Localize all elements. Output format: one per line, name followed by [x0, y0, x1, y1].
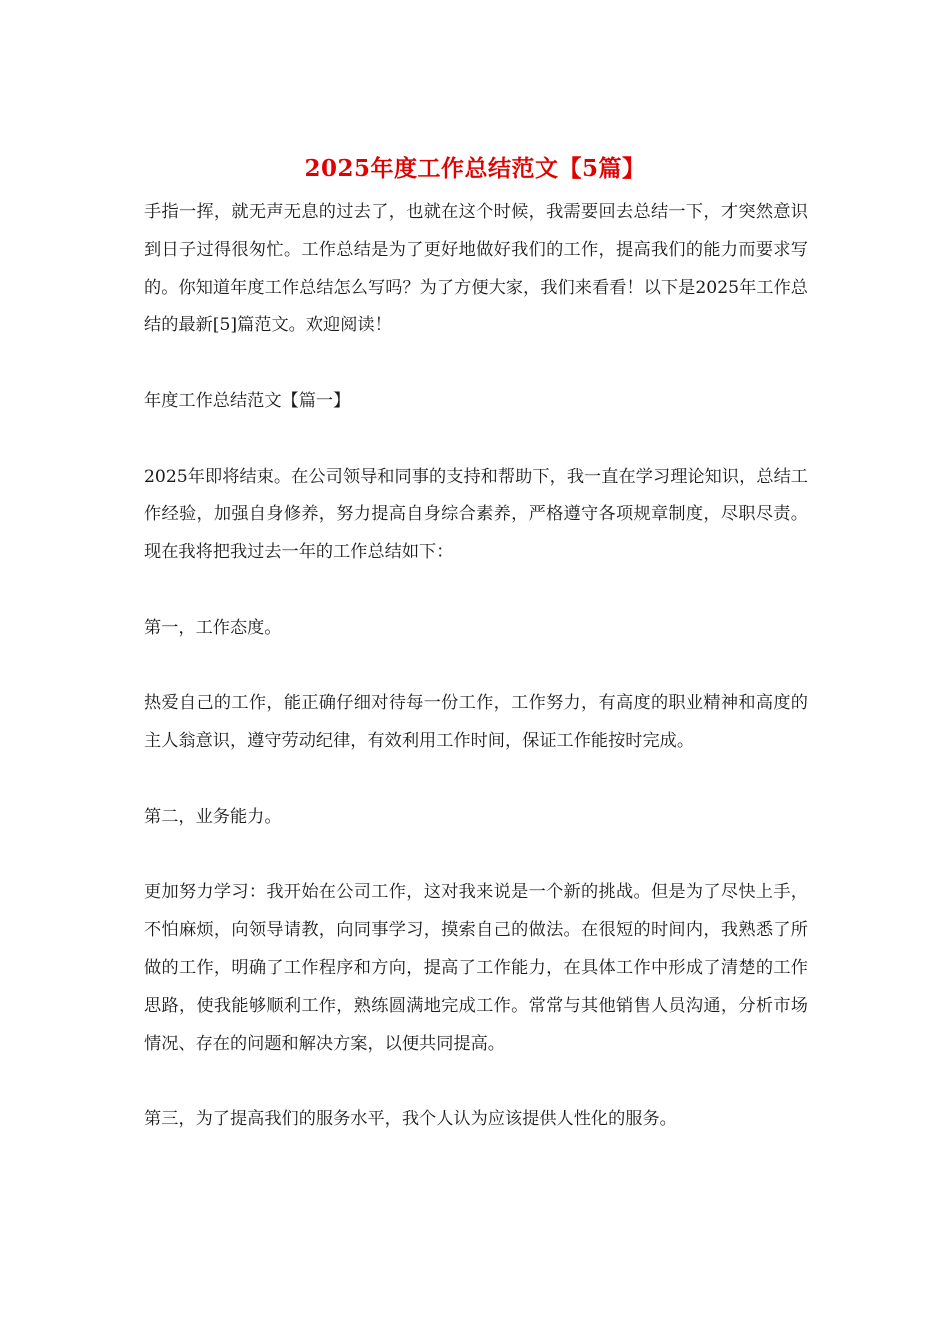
paragraph-gap — [144, 572, 808, 610]
document-title: 2025年度工作总结范文【5篇】 — [304, 155, 646, 182]
body-paragraph: 更加努力学习：我开始在公司工作，这对我来说是一个新的挑战。但是为了尽快上手，不怕麻烦，向领导请教，向同事学习，摸索自己的做法。在很短的时间内，我熟悉了所做的工作，明确了工作程序和方向，提高了工作能力，在具体工作中形成了清楚的工作思路，使我能够顺利工作，熟练圆满地完成工作。常常与其他销售人员沟通，分析市场情况、存在的问题和解决方案，以便共同提高。 — [144, 882, 808, 1054]
paragraph-gap — [144, 345, 808, 383]
section-heading-part-one: 年度工作总结范文【篇一】 — [144, 390, 351, 411]
body-paragraph: 2025年即将结束。在公司领导和同事的支持和帮助下，我一直在学习理论知识，总结工作经验，加强自身修养，努力提高自身综合素养，严格遵守各项规章制度，尽职尽责。现在我将把我过去一年的工作总结如下： — [144, 466, 808, 563]
document-body — [144, 194, 808, 1139]
point-heading-second: 第二，业务能力。 — [144, 806, 282, 827]
paragraph-gap — [144, 761, 808, 799]
body-paragraph: 热爱自己的工作，能正确仔细对待每一份工作，工作努力，有高度的职业精神和高度的主人翁意识，遵守劳动纪律，有效利用工作时间，保证工作能按时完成。 — [144, 693, 808, 752]
intro-paragraph: 手指一挥，就无声无息的过去了，也就在这个时候，我需要回去总结一下，才突然意识到日子过得很匆忙。工作总结是为了更好地做好我们的工作，提高我们的能力而要求写的。你知道年度工作总结怎么写吗？为了方便大家，我们来看看！以下是2025年工作总结的最新[5]篇范文。欢迎阅读！ — [144, 202, 808, 336]
paragraph-gap — [144, 1063, 808, 1101]
paragraph-gap — [144, 421, 808, 459]
point-heading-third: 第三，为了提高我们的服务水平，我个人认为应该提供人性化的服务。 — [144, 1109, 677, 1130]
point-heading-first: 第一，工作态度。 — [144, 617, 282, 638]
paragraph-gap — [144, 648, 808, 686]
paragraph-gap — [144, 837, 808, 875]
